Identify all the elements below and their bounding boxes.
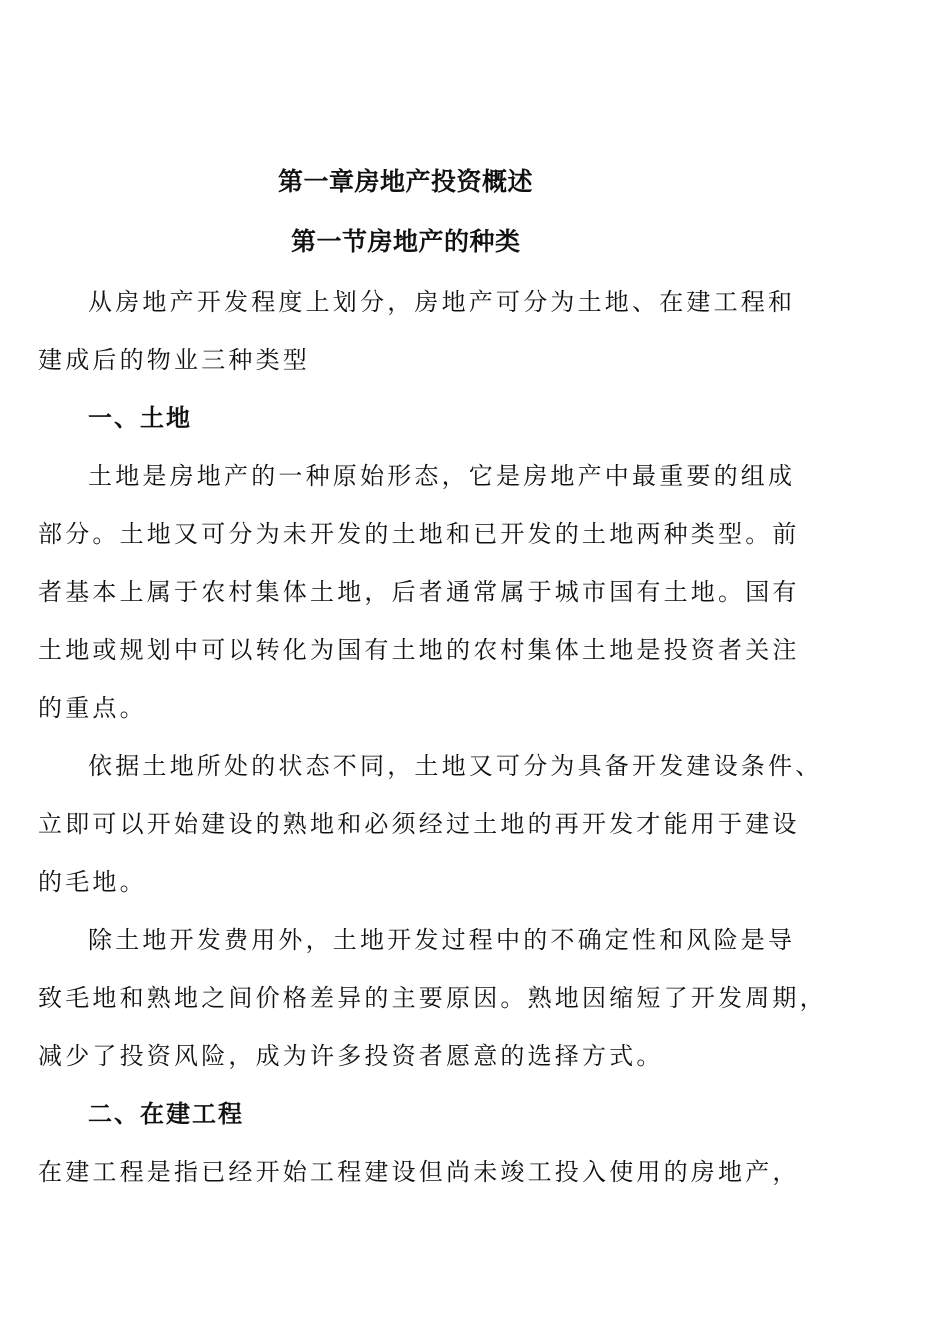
paragraph-line: 除土地开发费用外，土地开发过程中的不确定性和风险是导	[88, 926, 796, 954]
paragraph-line: 建成后的物业三种类型	[38, 346, 310, 374]
section-title: 第一节房地产的种类	[291, 227, 521, 256]
section-heading-land: 一、土地	[88, 404, 192, 432]
paragraph-line: 立即可以开始建设的熟地和必须经过土地的再开发才能用于建设	[38, 810, 800, 838]
chapter-title: 第一章房地产投资概述	[278, 167, 534, 196]
paragraph-line: 致毛地和熟地之间价格差异的主要原因。熟地因缩短了开发周期，	[38, 984, 827, 1012]
paragraph-line: 减少了投资风险，成为许多投资者愿意的选择方式。	[38, 1042, 664, 1070]
paragraph-line: 的重点。	[38, 694, 147, 722]
section-heading-construction: 二、在建工程	[88, 1100, 244, 1128]
paragraph-line: 土地或规划中可以转化为国有土地的农村集体土地是投资者关注	[38, 636, 800, 664]
paragraph-line: 土地是房地产的一种原始形态，它是房地产中最重要的组成	[88, 462, 796, 490]
paragraph-line: 从房地产开发程度上划分，房地产可分为土地、在建工程和	[88, 288, 796, 316]
paragraph-line: 部分。土地又可分为未开发的土地和已开发的土地两种类型。前	[38, 520, 800, 548]
paragraph-line: 在建工程是指已经开始工程建设但尚未竣工投入使用的房地产，	[38, 1158, 800, 1186]
paragraph-line: 的毛地。	[38, 868, 147, 896]
paragraph-line: 者基本上属于农村集体土地，后者通常属于城市国有土地。国有	[38, 578, 800, 606]
paragraph-line: 依据土地所处的状态不同，土地又可分为具备开发建设条件、	[88, 752, 823, 780]
